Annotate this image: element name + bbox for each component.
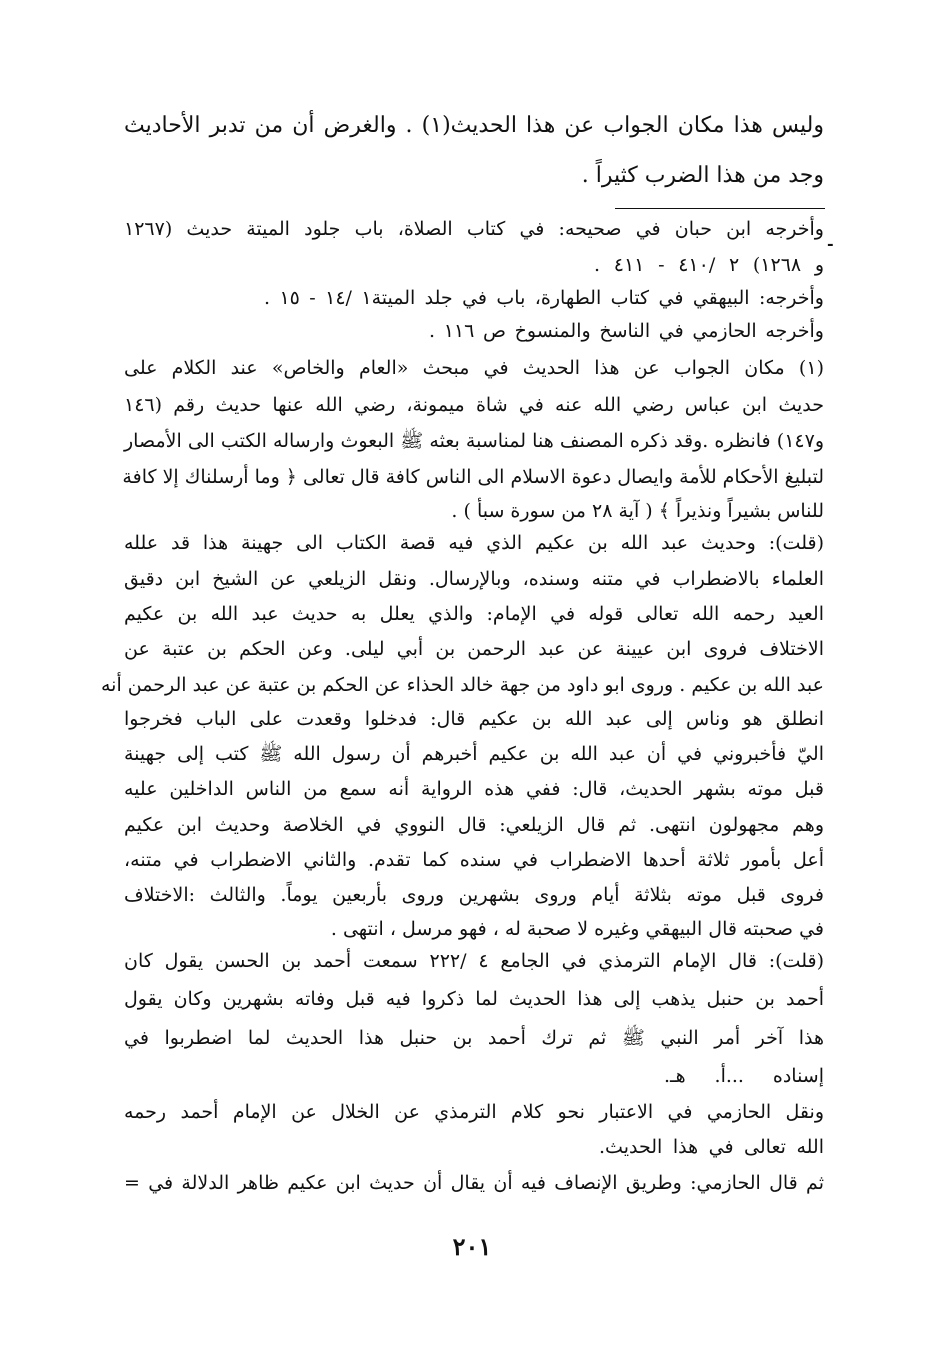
- footnote-line: اليّ فأخبروني في أن عبد الله بن عكيم أخبرهم أن رسول الله ﷺ كتب إلى جهينة: [124, 743, 824, 765]
- footnote-line: في صحبته قال البيهقي وغيره لا صحبة له ، فهو مرسل ، انتهى .: [330, 918, 824, 940]
- footnote-line: (قلت): قال الإمام الترمذي في الجامع ٤ /٢٢٢ سمعت أحمد بن الحسن يقول كان: [124, 950, 824, 972]
- footnote-line: ثم قال الحازمي: وطريق الإنصاف فيه أن يقال أن حديث ابن عكيم ظاهر الدلالة في =: [124, 1172, 824, 1194]
- footnote-separator: [615, 208, 825, 209]
- footnote-line: للناس بشيراً ونذيراً ﴾ ( آية ٢٨ من سورة سبأ ) .: [451, 500, 824, 522]
- footnote-line: و١٤٧) فانظره .وقد ذكره المصنف هنا لمناسبة بعثه ﷺ البعوث وارساله الكتب الى الأمصار: [124, 430, 824, 452]
- footnote-line: إسناده ...أ. هـ.: [664, 1065, 824, 1087]
- footnote-line: هذا آخر أمر النبي ﷺ ثم ترك أحمد بن حنبل هذا الحديث لما اضطربوا في: [124, 1027, 824, 1049]
- footnote-line: أعل بأمور ثلاثة أحدها الاضطراب في سنده كما تقدم. والثاني الاضطراب في متنه،: [124, 849, 824, 871]
- footnote-line: لتبليغ الأحكام للأمة وايصال دعوة الاسلام الى الناس كافة قال تعالى ﴿ وما أرسلناك إلا كافة: [122, 466, 824, 488]
- footnote-line: أحمد بن حنبل يذهب إلى هذا الحديث لما ذكروا فيه قبل وفاته بشهرين وكان يقول: [124, 988, 824, 1010]
- footnote-line: حديث ابن عباس رضي الله عنه في شاة ميمونة، رضي الله عنها حديث رقم (١٤٦: [124, 394, 824, 416]
- footnote-line: وأخرجه: البيهقي في كتاب الطهارة، باب في جلد الميتة١ /١٤ - ١٥ .: [264, 287, 824, 309]
- footnote-line: وأخرجه الحازمي في الناسخ والمنسوخ ص ١١٦ .: [429, 320, 824, 342]
- main-text-line: وليس هذا مكان الجواب عن هذا الحديث(١) . والغرض أن من تدبر الأحاديث: [124, 113, 824, 138]
- footnote-line: عبد الله بن عكيم . وروى ابو داود من جهة خالد الحذاء عن الحكم بن عتبة عن عبد الرحمن أنه: [101, 674, 824, 696]
- footnote-line: وهم مجهولون انتهى. ثم قال الزيلعي: قال النووي في الخلاصة وحديث ابن عكيم: [124, 814, 824, 836]
- footnote-line: الله تعالى في هذا الحديث.: [599, 1136, 824, 1158]
- footnote-line: ونقل الحازمي في الاعتبار نحو كلام الترمذي عن الخلال عن الإمام أحمد رحمه: [124, 1101, 824, 1123]
- footnote-line: العلماء بالاضطراب في متنه وسنده، وبالإرسال. ونقل الزيلعي عن الشيخ ابن دقيق: [124, 568, 824, 590]
- footnote-line: و ١٢٦٨) ٢ /٤١٠ - ٤١١ .: [594, 254, 824, 276]
- footnote-line: انطلق هو وناس إلى عبد الله بن عكيم قال: فدخلوا وقعدت على الباب فخرجوا: [124, 708, 824, 730]
- footnote-line: فروى قبل موته بثلاثة أيام وروى بشهرين وروى بأربعين يوماً. والثالث :الاختلاف: [124, 884, 824, 906]
- footnote-line: قبل موته بشهر الحديث، قال: ففي هذه الرواية أنه سمع من الناس الداخلين عليه: [124, 778, 824, 800]
- footnote-line: وأخرجه ابن حبان في صحيحه: في كتاب الصلاة، باب جلود الميتة حديث (١٢٦٧: [124, 218, 824, 240]
- footnote-line: (قلت): وحديث عبد الله بن عكيم الذي فيه قصة الكتاب الى جهينة هذا قد علله: [124, 532, 824, 554]
- footnote-line: العيد رحمه الله تعالى قوله في الإمام: والذي يعلل به حديث عبد الله بن عكيم: [124, 603, 824, 625]
- footnote-line: الاختلاف فروى ابن عيينة عن عبد الرحمن بن أبي ليلى. وعن الحكم بن عتبة عن: [124, 638, 824, 660]
- footnote-line: (١) مكان الجواب عن هذا الحديث في مبحث «العام والخاص» عند الكلام على: [124, 357, 824, 379]
- main-text-line: وجد من هذا الضرب كثيراً .: [581, 163, 824, 188]
- footnote-bullet: -: [827, 234, 834, 253]
- page-number: ٢٠١: [452, 1232, 492, 1261]
